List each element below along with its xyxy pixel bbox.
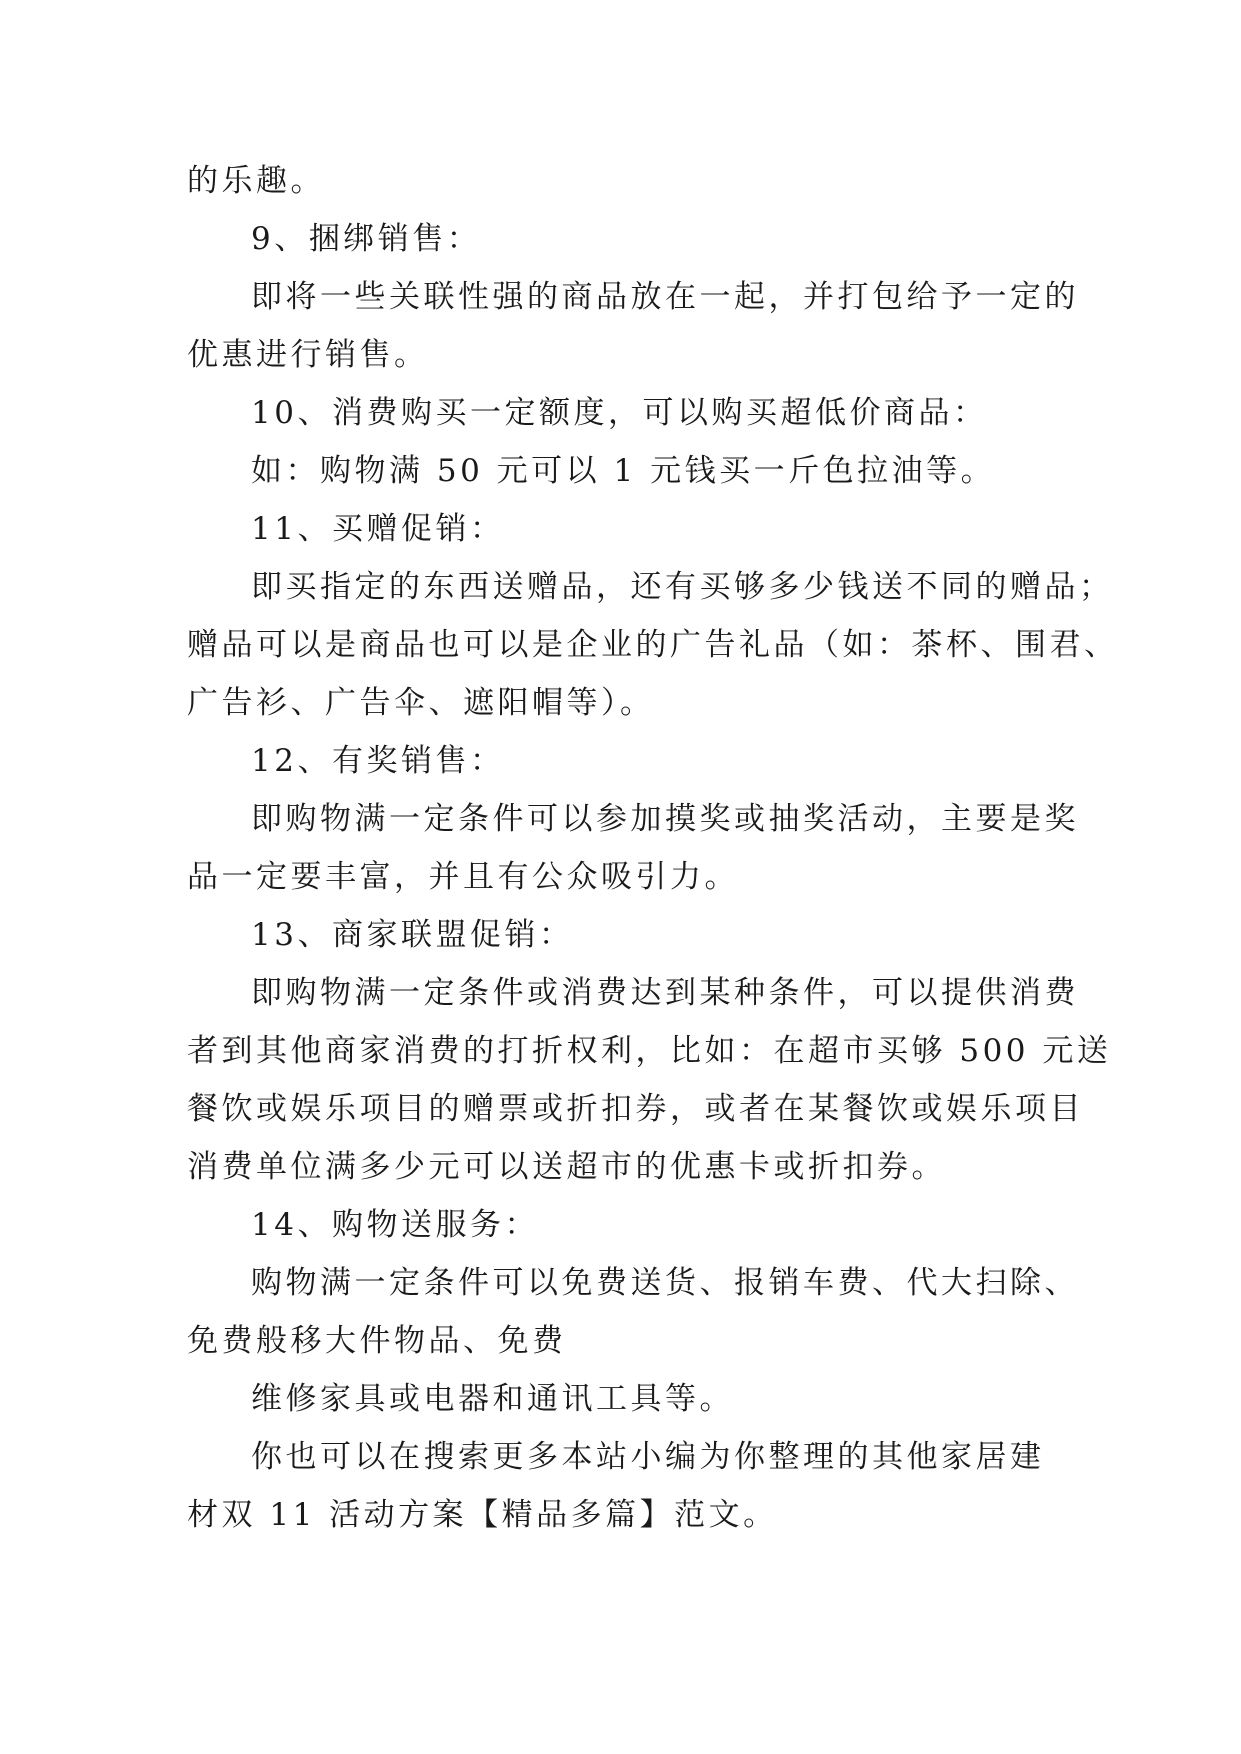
paragraph-line: 如：购物满 50 元可以 1 元钱买一斤色拉油等。 [251, 453, 996, 489]
paragraph-line: 购物满一定条件可以免费送货、报销车费、代大扫除、 [251, 1265, 1079, 1301]
paragraph-line: 材双 11 活动方案【精品多篇】范文。 [187, 1497, 778, 1533]
paragraph-line: 免费般移大件物品、免费 [187, 1323, 567, 1359]
section-heading: 10、消费购买一定额度，可以购买超低价商品： [251, 395, 988, 431]
paragraph-line: 维修家具或电器和通讯工具等。 [251, 1381, 734, 1417]
paragraph-line: 你也可以在搜索更多本站小编为你整理的其他家居建 [251, 1439, 1045, 1475]
document-body [187, 152, 1119, 1544]
section-heading: 12、有奖销售： [251, 743, 505, 779]
paragraph-line: 餐饮或娱乐项目的赠票或折扣券，或者在某餐饮或娱乐项目 [187, 1091, 1084, 1127]
section-heading: 9、捆绑销售： [251, 221, 482, 257]
paragraph-line: 广告衫、广告伞、遮阳帽等）。 [187, 685, 655, 721]
paragraph-line: 即购物满一定条件可以参加摸奖或抽奖活动，主要是奖 [251, 801, 1079, 837]
section-heading: 11、买赠促销： [251, 511, 505, 547]
paragraph-line: 消费单位满多少元可以送超市的优惠卡或折扣券。 [187, 1149, 946, 1185]
paragraph-line: 即将一些关联性强的商品放在一起，并打包给予一定的 [251, 279, 1079, 315]
paragraph-line: 即购物满一定条件或消费达到某种条件，可以提供消费 [251, 975, 1079, 1011]
paragraph-line: 即买指定的东西送赠品，还有买够多少钱送不同的赠品； [251, 569, 1114, 605]
paragraph-line: 品一定要丰富，并且有公众吸引力。 [187, 859, 739, 895]
section-heading: 13、商家联盟促销： [251, 917, 574, 953]
paragraph-line: 者到其他商家消费的打折权利，比如：在超市买够 500 元送 [187, 1033, 1112, 1069]
text-line: 的乐趣。 [187, 163, 325, 199]
paragraph-line: 优惠进行销售。 [187, 337, 429, 373]
section-heading: 14、购物送服务： [251, 1207, 539, 1243]
paragraph-line: 赠品可以是商品也可以是企业的广告礼品（如：茶杯、围君、 [187, 627, 1119, 663]
